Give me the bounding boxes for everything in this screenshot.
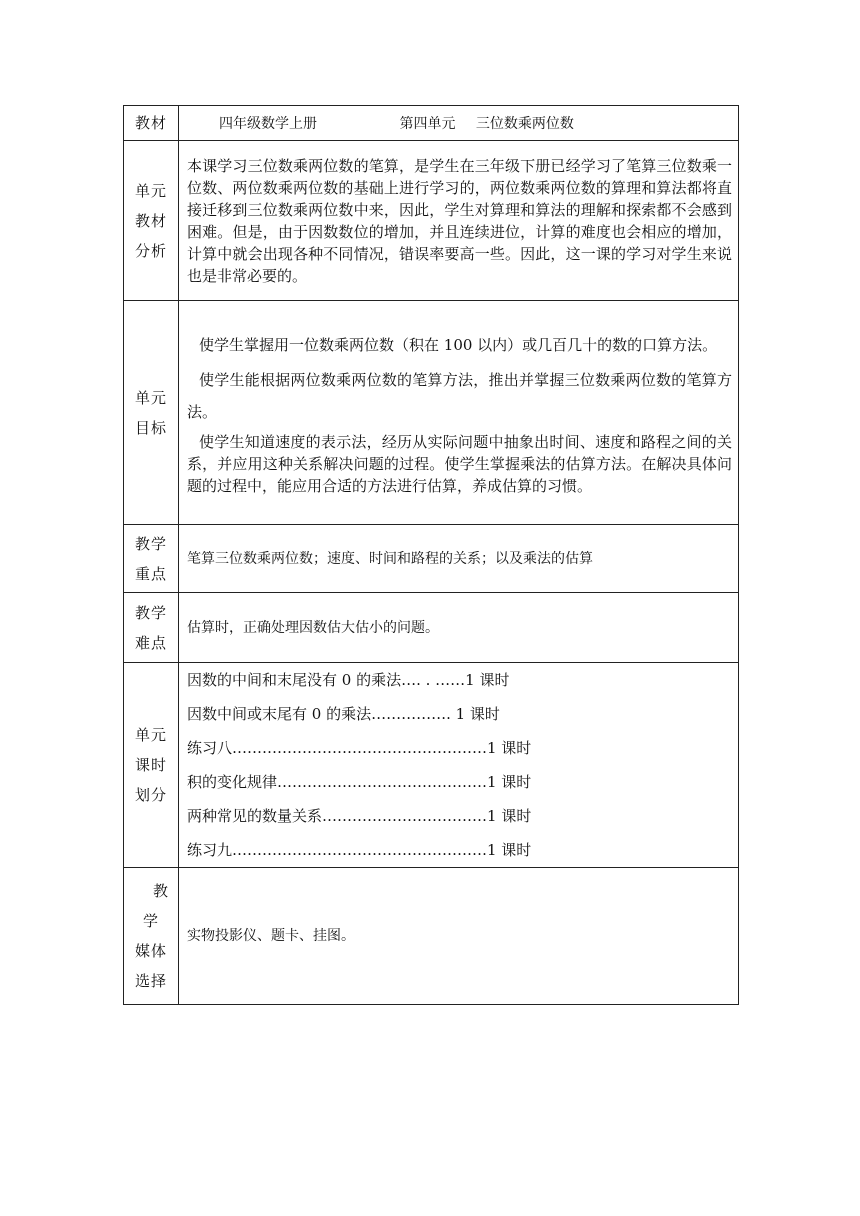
hours-content: [179, 663, 739, 868]
book-title: 四年级数学上册: [219, 116, 317, 132]
list-item: 练习九……………………………………………1 课时: [187, 841, 532, 859]
unit-name: 第四单元: [399, 116, 456, 132]
unit-plan-table: [123, 105, 739, 1005]
key-points-content: [179, 525, 739, 593]
label-hours: 单元 课时 划分: [124, 663, 179, 868]
row-difficulties: [124, 593, 739, 663]
hours-list: [187, 663, 732, 867]
row-key-points: [124, 525, 739, 593]
label-difficulties: 教学 难点: [124, 593, 179, 663]
list-item: 因数中间或末尾有 0 的乘法……………. 1 课时: [187, 705, 500, 723]
goals-content: [179, 301, 739, 525]
row-textbook: [124, 106, 739, 141]
goal-item: 使学生能根据两位数乘两位数的笔算方法，推出并掌握三位数乘两位数的笔算方法。: [187, 370, 732, 421]
row-analysis: [124, 141, 739, 301]
difficulties-content: [179, 593, 739, 663]
row-goals: [124, 301, 739, 525]
goal-item: 使学生知道速度的表示法，经历从实际问题中抽象出时间、速度和路程之间的关系，并应用这种关系解决问题的过程。使学生掌握乘法的估算方法。在解决具体问题的过程中，能应用合适的方法进行估算，养成估算的习惯。: [187, 432, 732, 495]
label-media: 教 学 媒体 选择: [124, 868, 179, 1005]
goal-item: 使学生掌握用一位数乘两位数（积在 100 以内）或几百几十的数的口算方法。: [199, 335, 718, 354]
row-hours: [124, 663, 739, 868]
analysis-text: 本课学习三位数乘两位数的笔算，是学生在三年级下册已经学习了笔算三位数乘一位数、两位数乘两位数的基础上进行学习的，两位数乘两位数的算理和算法都将直接迁移到三位数乘两位数中来，因此，学生对算理和算法的理解和探索都不会感到困难。但是，由于因数数位的增加，并且连续进位，计算的难度也会相应的增加，计算中就会出现各种不同情况，错误率要高一些。因此，这一课的学习对学生来说也是非常必要的。: [187, 156, 732, 285]
textbook-info: [179, 106, 739, 141]
analysis-content: [179, 141, 739, 301]
label-key-points: 教学 重点: [124, 525, 179, 593]
list-item: 练习八……………………………………………1 课时: [187, 739, 532, 757]
key-points-text: 笔算三位数乘两位数；速度、时间和路程的关系；以及乘法的估算: [187, 550, 593, 567]
unit-topic: 三位数乘两位数: [475, 116, 574, 132]
list-item: 因数的中间和末尾没有 0 的乘法…. . ……1 课时: [187, 671, 510, 689]
label-goals: 单元 目标: [124, 301, 179, 525]
label-textbook: 教材: [124, 106, 179, 141]
list-item: 两种常见的数量关系……………………………1 课时: [187, 807, 532, 825]
row-media: [124, 868, 739, 1005]
list-item: 积的变化规律……………………………………1 课时: [187, 773, 532, 791]
label-analysis: 单元 教材 分析: [124, 141, 179, 301]
difficulties-text: 估算时，正确处理因数估大估小的问题。: [187, 619, 439, 636]
media-content: [179, 868, 739, 1005]
media-text: 实物投影仪、题卡、挂图。: [187, 928, 355, 944]
